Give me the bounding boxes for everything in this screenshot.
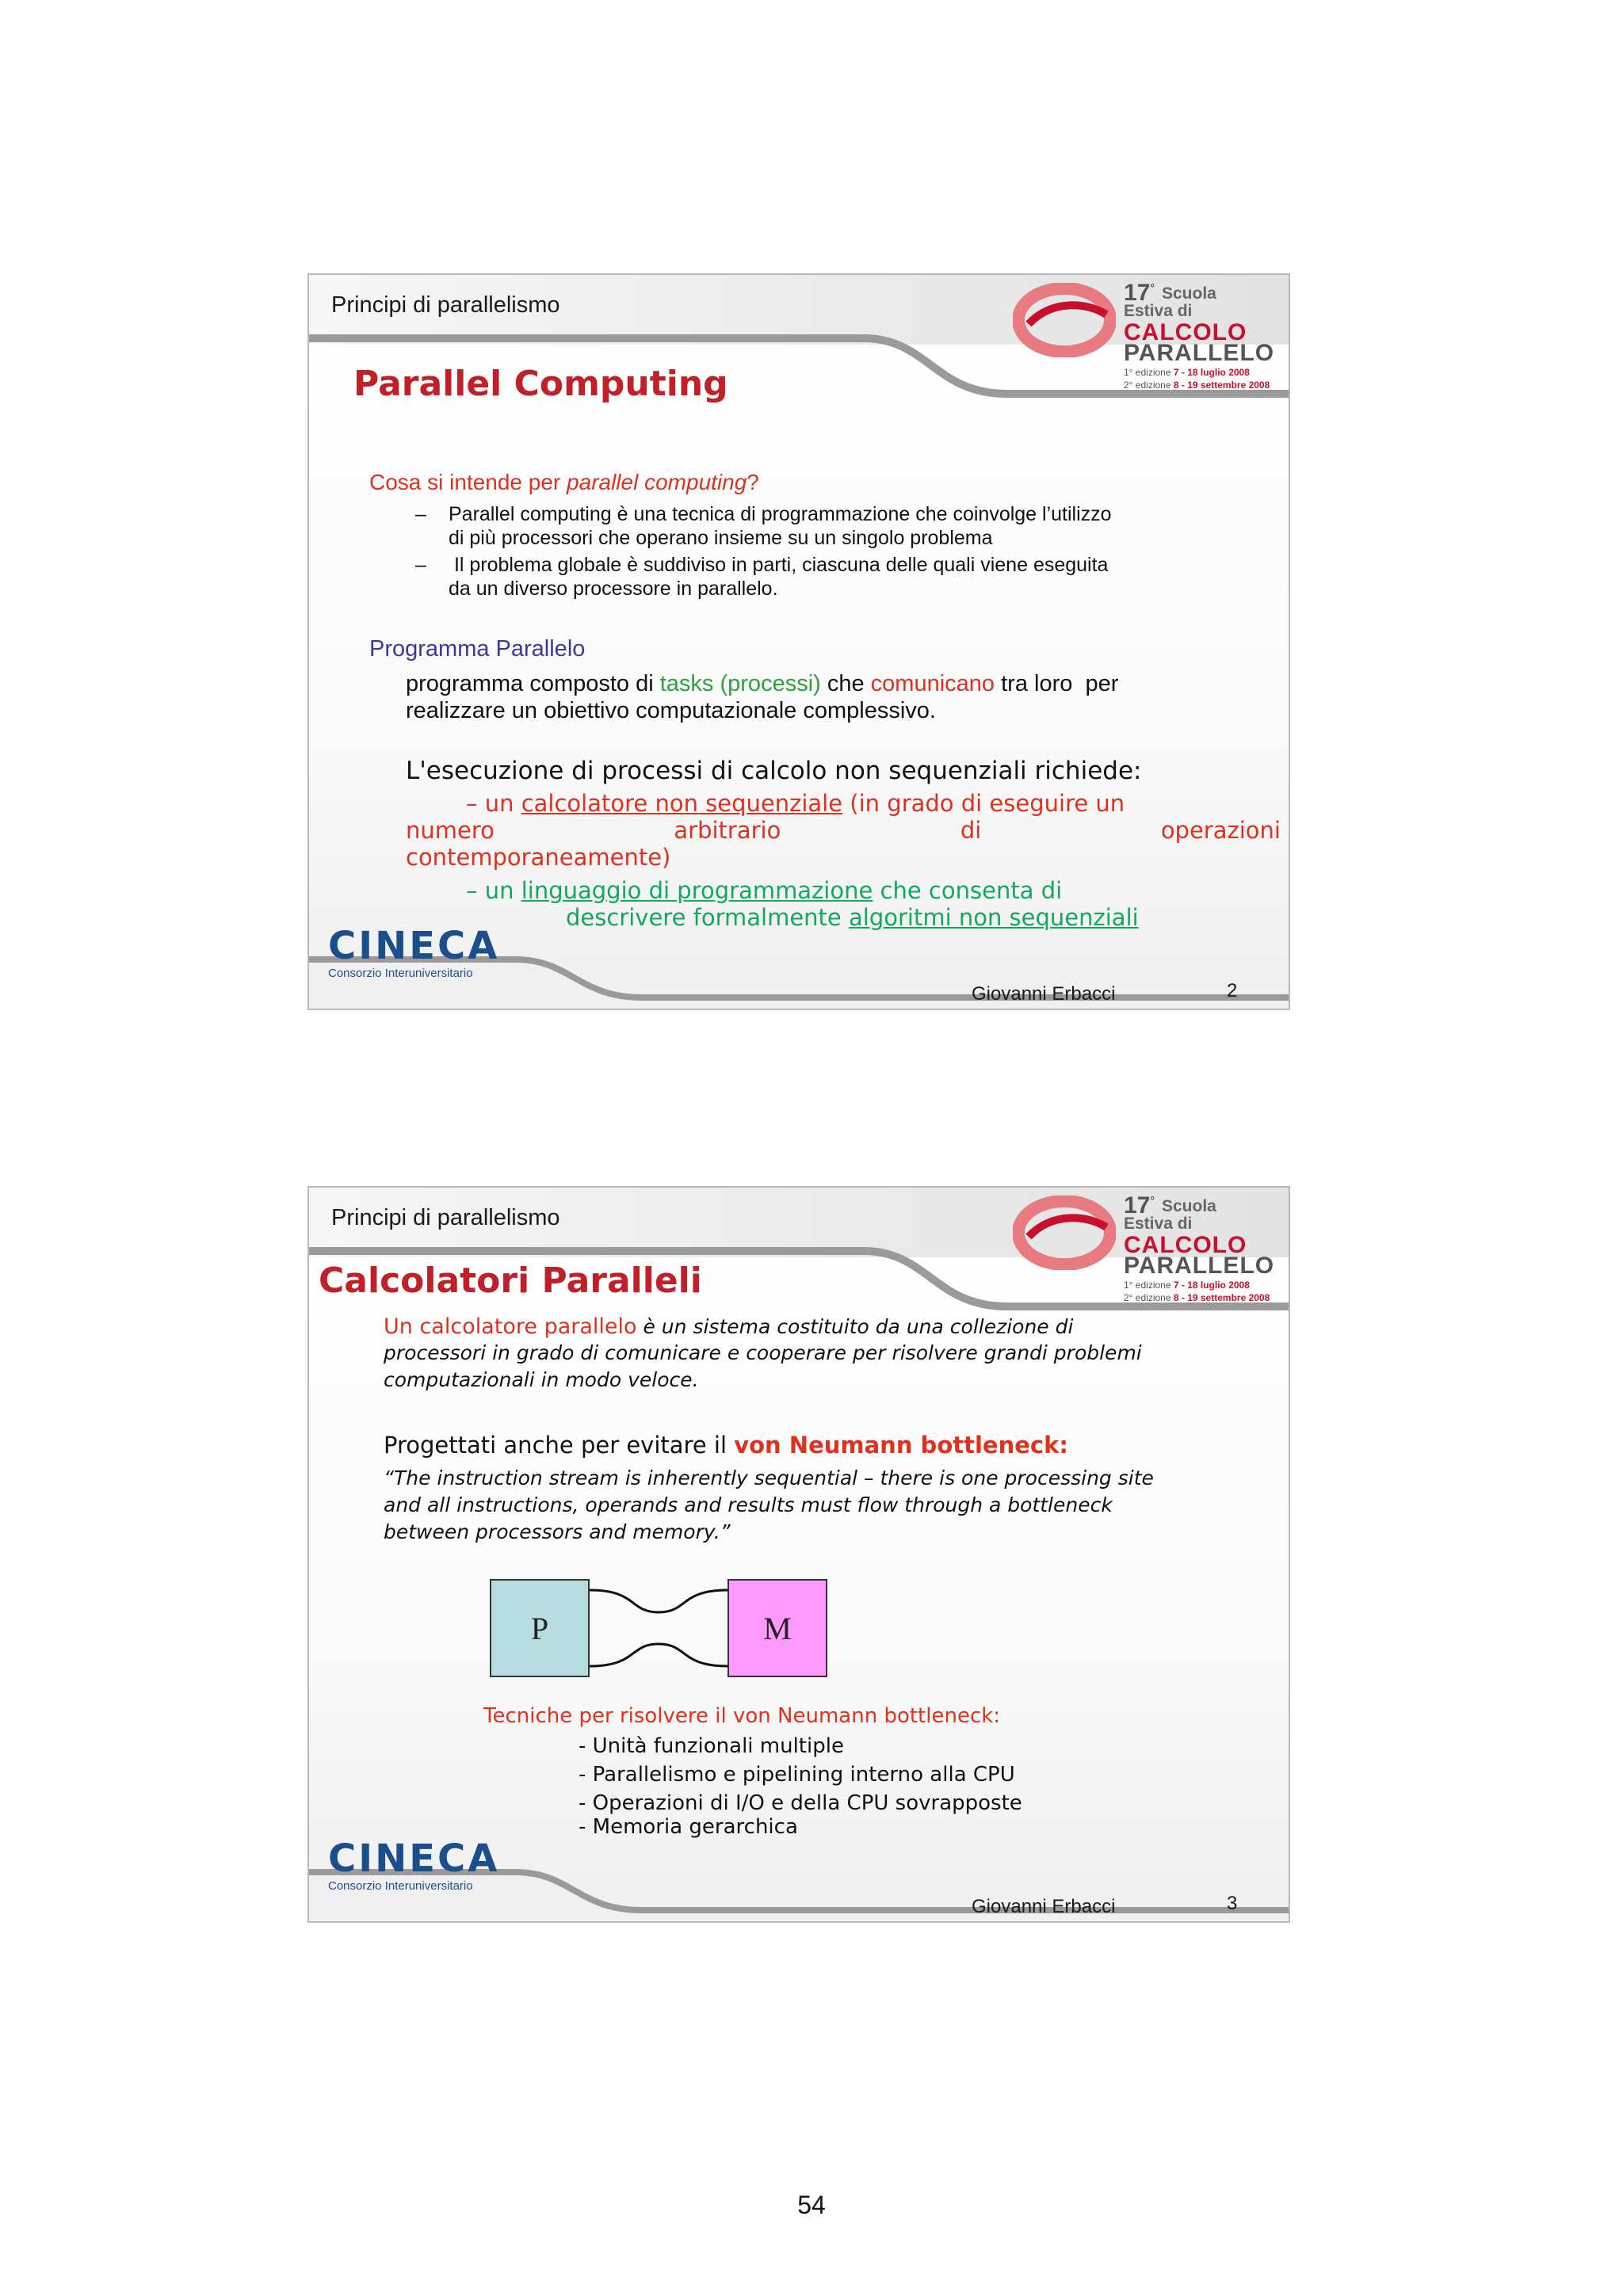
slide-parallel-computing [307,273,1290,1010]
progettati-line: Progettati anche per evitare il von Neumann bottleneck: [384,1432,1068,1459]
slide-title: Calcolatori Paralleli [319,1261,702,1301]
esecuzione-item2-line2: descrivere formalmente algoritmi non sequenziali [566,904,1139,931]
bullet-1-line2: di più processori che operano insieme su un singolo problema [449,527,993,549]
esecuzione-item1-line1: – un calcolatore non sequenziale (in grado di eseguire un [466,790,1125,817]
def-line2: processori in grado di comunicare e cooperare per risolvere grandi problemi [384,1341,1142,1364]
bullet-2-line1: Il problema globale è suddiviso in parti, ciascuna delle quali viene eseguita [449,554,1109,576]
tecniche-item: - Parallelismo e pipelining interno alla CPU [579,1763,1015,1787]
slide-header-title: Principi di parallelismo [331,1205,560,1230]
programma-line1: programma composto di tasks (processi) che comunicano tra loro per [406,671,1119,696]
footer-author: Giovanni Erbacci [972,983,1116,1005]
esecuzione-item1-line3: contemporaneamente) [406,844,671,871]
algoritmi-link[interactable]: algoritmi non sequenziali [848,904,1139,931]
esecuzione-item2-line1: – un linguaggio di programmazione che consenta di [466,877,1063,904]
calcolatore-link[interactable]: calcolatore non sequenziale [521,790,843,817]
slide-number: 3 [1227,1893,1238,1914]
logo-ring-icon [1013,283,1116,357]
bullet-dash: – [415,503,426,525]
cineca-logo: CINECA Consorzio Interuniversitario [328,924,500,980]
bullet-2-line2: da un diverso processore in parallelo. [449,578,778,600]
tecniche-heading: Tecniche per risolvere il von Neumann bottleneck: [483,1704,1001,1728]
memory-box: M [727,1579,827,1677]
processor-box: P [490,1579,590,1677]
tecniche-item: - Operazioni di I/O e della CPU sovrapposte [579,1791,1022,1815]
programma-line2: realizzare un obiettivo computazionale complessivo. [406,698,936,723]
def-line3: computazionali in modo veloce. [384,1368,699,1391]
programma-heading: Programma Parallelo [369,636,586,662]
slide-title: Parallel Computing [353,364,728,404]
def-line1: Un calcolatore parallelo è un sistema costituito da una collezione di [384,1314,1074,1339]
slide-calcolatori-paralleli [307,1186,1290,1923]
bullet-1-line1: Parallel computing è una tecnica di programmazione che coinvolge l’utilizzo [449,503,1112,525]
cineca-logo: CINECA Consorzio Interuniversitario [328,1836,500,1893]
quote-line2: and all instructions, operands and results must flow through a bottleneck [384,1493,1113,1516]
logo-ring-icon [1013,1196,1116,1270]
footer-author: Giovanni Erbacci [972,1896,1116,1917]
quote-line3: between processors and memory.” [384,1520,731,1543]
tecniche-item: - Memoria gerarchica [579,1815,798,1839]
quote-line1: “The instruction stream is inherently sequential – there is one processing site [384,1466,1154,1489]
bottleneck-connector [590,1579,727,1677]
bullet-dash: – [415,554,426,576]
scuola-logo: 17° Scuola Estiva di CALCOLO PARALLELO 1° edizione 7 - 18 luglio 2008 2° edizione 8 - 19 settembre 2008 [1006,1189,1290,1308]
scuola-logo: 17° Scuola Estiva di CALCOLO PARALLELO 1° edizione 7 - 18 luglio 2008 2° edizione 8 - 19 settembre 2008 [1006,277,1290,395]
page-number: 54 [797,2191,826,2219]
slide-number: 2 [1227,980,1238,1001]
esecuzione-intro: L'esecuzione di processi di calcolo non sequenziali richiede: [406,757,1142,785]
esecuzione-item1-line2: numero arbitrario di operazioni [406,817,1281,844]
question-line: Cosa si intende per parallel computing? [369,470,759,494]
tecniche-item: - Unità funzionali multiple [579,1734,844,1758]
linguaggio-link[interactable]: linguaggio di programmazione [521,877,873,904]
slide-header-title: Principi di parallelismo [331,292,560,318]
